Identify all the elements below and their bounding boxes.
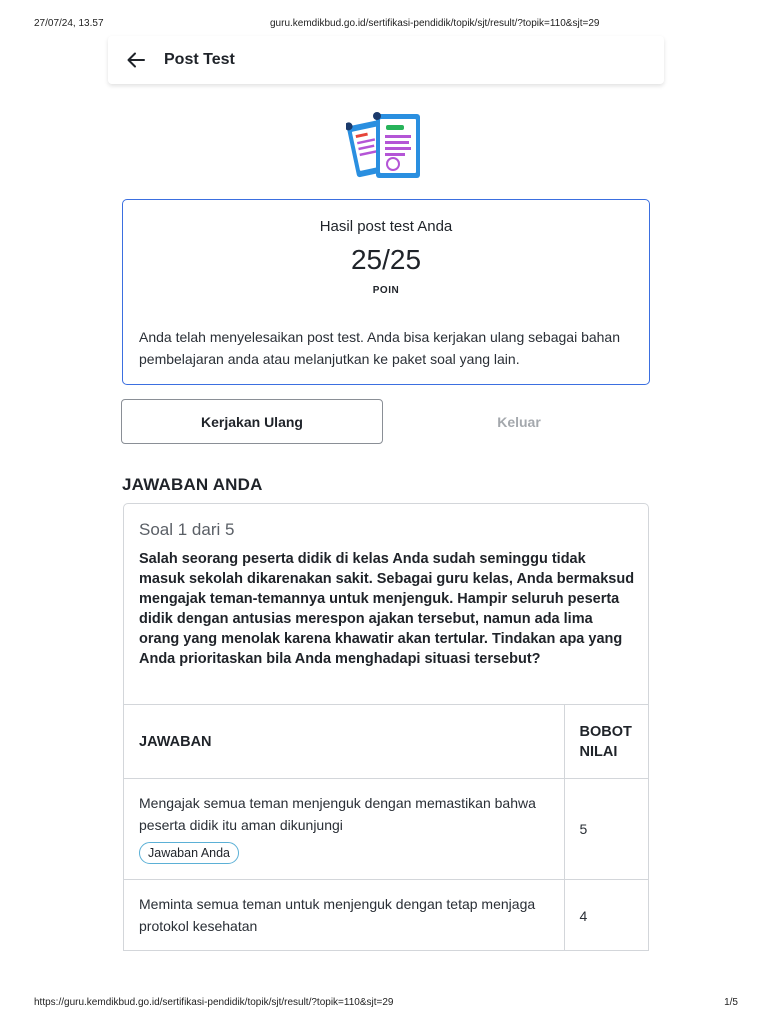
table-header-row [124,705,649,779]
print-page-indicator: 1/5 [724,997,738,1008]
result-card [122,199,650,385]
question-text: Salah seorang peserta didik di kelas Anda sudah seminggu tidak masuk sekolah dikarenakan sakit. Sebagai guru kelas, Anda bermaksud mengajak teman-temannya untuk menjenguk. Hampir seluruh peserta didik dengan antusias merespon ajakan tersebut, namun ada lima orang yang menolak karena khawatir akan tertular. Tindakan apa yang Anda prioritaskan bila Anda menghadapi situasi tersebut? [139,551,635,667]
your-answer-badge: Jawaban Anda [139,842,239,864]
question-card [123,503,649,951]
score-column-header: BOBOT NILAI [564,705,649,779]
score-cell: 4 [564,880,649,952]
result-unit: POIN [372,285,400,296]
arrow-left-icon [126,50,146,70]
documents-illustration-icon [346,110,428,186]
answer-cell [124,779,564,880]
result-description: Anda telah menyelesaikan post test. Anda bisa kerjakan ulang sebagai bahan pembelajaran anda atau melanjutkan ke paket soal yang lain. [139,329,621,367]
result-heading: Hasil post test Anda [319,218,453,235]
answer-text: Mengajak semua teman menjenguk dengan memastikan bahwa peserta didik itu aman dikunjungi [139,795,536,833]
exit-button[interactable]: Keluar [388,399,650,444]
table-row [124,779,649,880]
result-score: 25/25 [350,244,422,275]
page-title: Post Test [164,51,235,68]
score-cell: 5 [564,779,649,880]
back-button[interactable] [122,46,150,74]
print-header-url: guru.kemdikbud.go.id/sertifikasi-pendidik/topik/sjt/result/?topik=110&sjt=29 [270,18,600,29]
answer-table [124,704,649,951]
answer-column-header: JAWABAN [124,705,564,779]
answer-text: Meminta semua teman untuk menjenguk dengan tetap menjaga protokol kesehatan [139,895,536,934]
print-timestamp: 27/07/24, 13.57 [34,18,104,29]
print-footer-url: https://guru.kemdikbud.go.id/sertifikasi-pendidik/topik/sjt/result/?topik=110&sjt=29 [34,997,394,1008]
app-bar [108,36,664,84]
table-row [124,880,649,952]
answer-cell [124,880,564,952]
question-number: Soal 1 dari 5 [139,520,235,539]
retry-button[interactable]: Kerjakan Ulang [121,399,383,444]
answers-section-title: JAWABAN ANDA [122,475,263,494]
